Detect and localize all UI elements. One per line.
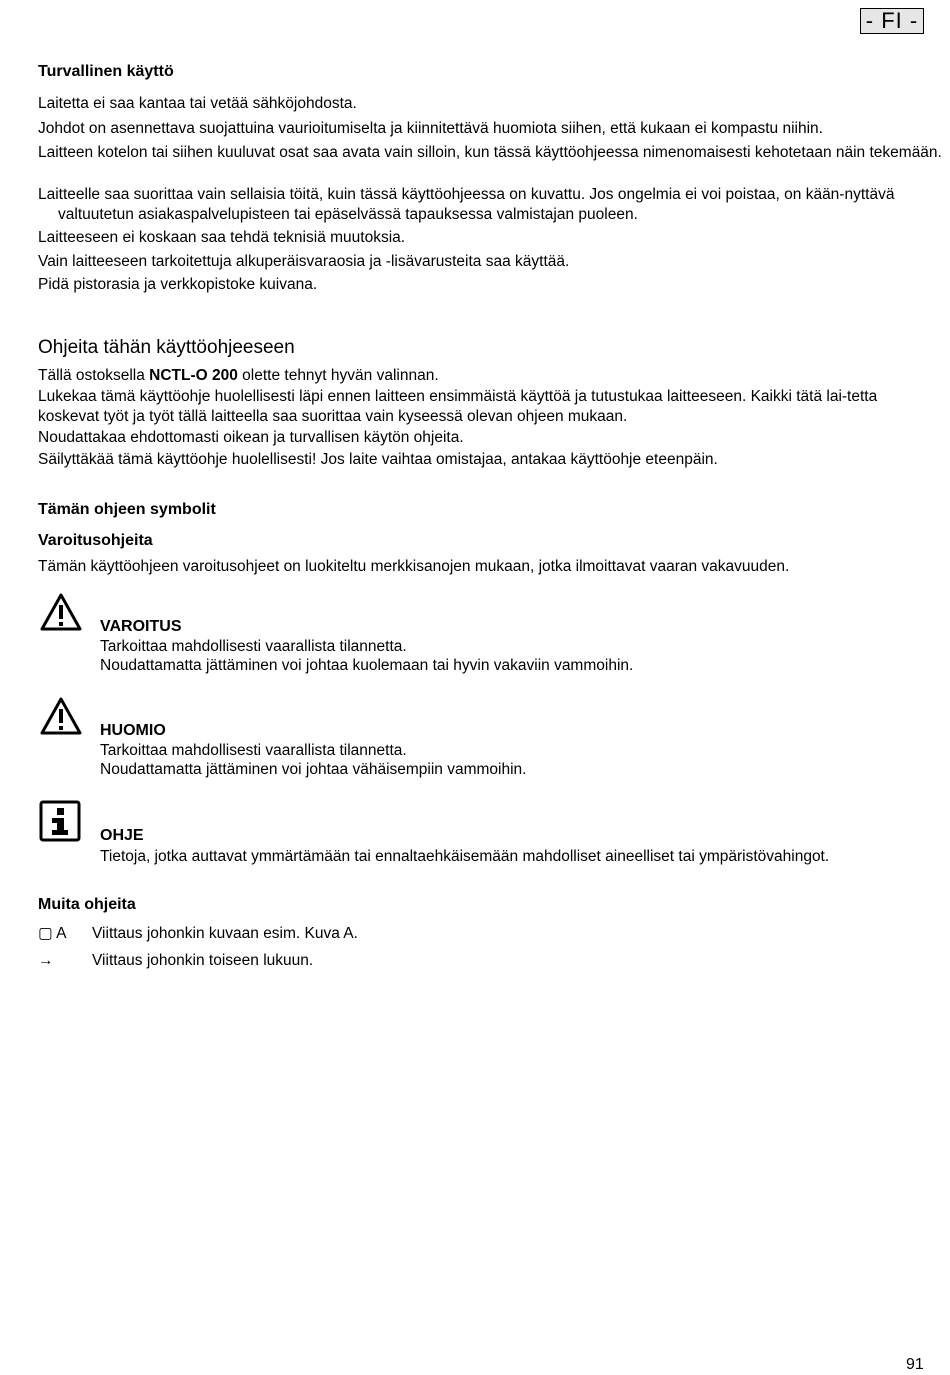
warning-triangle-icon bbox=[39, 696, 83, 736]
manual-note-line: Säilyttäkää tämä käyttöohje huolellisesti! Jos laite vaihtaa omistajaa, antakaa käyttöohje eteenpäin. bbox=[38, 451, 718, 468]
safe-use-item: Laitteen kotelon tai siihen kuuluvat osat saa avata vain silloin, kun tässä käyttöohjeessa nimenomaisesti kehotetaan näin tekemään. bbox=[38, 144, 942, 161]
section-title-other-notes: Muita ohjeita bbox=[38, 896, 136, 913]
language-tag: - FI - bbox=[860, 8, 924, 34]
safe-use-item: Vain laitteeseen tarkoitettuja alkuperäisvaraosia ja -lisävarusteita saa käyttää. bbox=[38, 253, 570, 270]
note-description: Tietoja, jotka auttavat ymmärtämään tai ennaltaehkäisemään mahdolliset aineelliset tai ympäristövahingot. bbox=[100, 848, 830, 865]
chapter-reference-text: Viittaus johonkin toiseen lukuun. bbox=[92, 952, 314, 969]
caution-description: Tarkoittaa mahdollisesti vaarallista tilannetta. bbox=[100, 742, 407, 759]
warning-description: Tarkoittaa mahdollisesti vaarallista tilannetta. bbox=[100, 638, 407, 655]
manual-intro-suffix: olette tehnyt hyvän valinnan. bbox=[237, 367, 439, 384]
arrow-right-icon: → bbox=[38, 952, 54, 969]
safe-use-item: Pidä pistorasia ja verkkopistoke kuivana. bbox=[38, 276, 318, 293]
manual-intro-prefix: Tällä ostoksella bbox=[38, 367, 150, 384]
warning-triangle-icon bbox=[39, 592, 83, 632]
section-title-safe-use: Turvallinen käyttö bbox=[38, 63, 174, 80]
manual-intro bbox=[38, 366, 928, 386]
warning-label: VAROITUS bbox=[100, 618, 182, 635]
safe-use-item: Laitteelle saa suorittaa vain sellaisia töitä, kuin tässä käyttöohjeessa on kuvattu. Jos ongelmia ei voi poistaa, on kään-nyttävä valtuutetun asiakaspalvelupisteen tai epäselvässä tapauksessa valmistajan puoleen. bbox=[38, 186, 895, 223]
manual-note-line: Noudattakaa ehdottomasti oikean ja turvallisen käytön ohjeita. bbox=[38, 429, 464, 446]
figure-reference-symbol: ▢ A bbox=[38, 925, 67, 942]
section-title-symbols: Tämän ohjeen symbolit bbox=[38, 501, 216, 518]
page-number: 91 bbox=[906, 1356, 924, 1373]
figure-reference-text: Viittaus johonkin kuvaan esim. Kuva A. bbox=[92, 925, 358, 942]
safe-use-item: Johdot on asennettava suojattuina vaurioitumiselta ja kiinnitettävä huomiota siihen, että kukaan ei kompastu niihin. bbox=[38, 120, 823, 137]
section-title-manual-notes: Ohjeita tähän käyttöohjeeseen bbox=[38, 337, 295, 358]
warning-description: Noudattamatta jättäminen voi johtaa kuolemaan tai hyvin vakaviin vammoihin. bbox=[100, 657, 634, 674]
warnings-intro: Tämän käyttöohjeen varoitusohjeet on luokiteltu merkkisanojen mukaan, jotka ilmoittavat vaaran vakavuuden. bbox=[38, 558, 790, 575]
manual-note-line: Lukekaa tämä käyttöohje huolellisesti läpi ennen laitteen ensimmäistä käyttöä ja tutustukaa laitteeseen. Kaikki tätä lai-tetta koskevat työt ja työt tällä laitteella saa suorittaa vain kyseessä olevan ohjeen mukaan. bbox=[38, 388, 878, 425]
note-label: OHJE bbox=[100, 827, 144, 844]
caution-label: HUOMIO bbox=[100, 722, 166, 739]
safe-use-item: Laitetta ei saa kantaa tai vetää sähköjohdosta. bbox=[38, 95, 357, 112]
info-icon bbox=[39, 800, 81, 842]
product-name: NCTL-O 200 bbox=[149, 367, 238, 384]
safe-use-item: Laitteeseen ei koskaan saa tehdä teknisiä muutoksia. bbox=[38, 229, 406, 246]
warnings-title: Varoitusohjeita bbox=[38, 532, 153, 549]
caution-description: Noudattamatta jättäminen voi johtaa vähäisempiin vammoihin. bbox=[100, 761, 527, 778]
